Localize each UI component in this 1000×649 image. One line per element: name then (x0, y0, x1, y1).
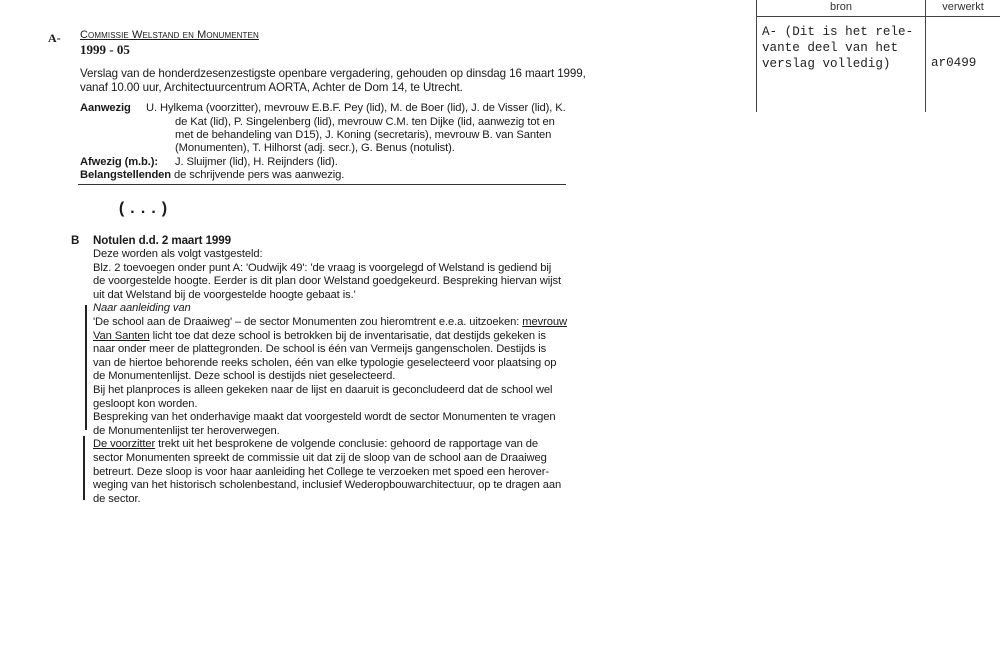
body-line (93, 316, 567, 330)
body-line: gesloopt kon worden. (93, 397, 198, 410)
absent-label: Afwezig (m.b.): (80, 156, 159, 168)
column-header-verwerkt: verwerkt (942, 1, 984, 13)
present-line: U. Hylkema (voorzitter), mevrouw E.B.F. Pey (lid), M. de Boer (lid), J. de Visser (lid), K. (146, 102, 566, 114)
intro-line: Verslag van de honderdzesenzestigste openbare vergadering, gehouden op dinsdag 16 maart 1999, (80, 67, 586, 80)
column-header-bron: bron (829, 1, 853, 13)
minutes-body (93, 248, 567, 506)
body-line: de sector. (93, 492, 141, 505)
interested-row (80, 169, 344, 183)
bron-line: A- (Dit is het rele- (762, 25, 914, 39)
body-span: trekt uit het besprokene de volgende conclusie: gehoord de rapportage van de (155, 438, 539, 451)
body-line: Bespreking van het onderhavige maakt dat voorgesteld wordt de sector Monumenten te vragen (93, 411, 556, 424)
present-label: Aanwezig (80, 102, 131, 114)
bron-cell (762, 24, 913, 72)
body-span: licht toe dat deze school is betrokken bij de inventarisatie, dat destijds gekeken is (149, 329, 546, 342)
bron-line: vante deel van het (762, 41, 899, 55)
present-line: de Kat (lid), P. Singelenberg (lid), mevrouw C.M. ten Dijke (lid, aanwezig tot en (175, 116, 555, 128)
person-reference: mevrouw (522, 315, 567, 328)
body-line: Deze worden als volgt vastgesteld: (93, 248, 263, 260)
body-span: 'De school aan de Draaiweg' – de sector Monumenten zou hieromtrent e.e.a. uitzoeken: (93, 315, 523, 328)
absent-text: J. Sluijmer (lid), H. Reijnders (lid). (175, 156, 338, 168)
present-line: met de behandeling van D15), J. Koning (secretaris), mevrouw B. van Santen (175, 129, 552, 141)
verwerkt-cell: ar0499 (931, 56, 977, 70)
body-line: uit dat Welstand bij de voorgestelde hoogte gebaat is.' (93, 288, 356, 301)
person-reference: Van Santen (93, 329, 150, 342)
body-line: sector Monumenten spreekt de commissie uit dat zij de sloop van de school aan de Draaiweg (93, 451, 547, 464)
interested-text: de schrijvende pers was aanwezig. (174, 169, 345, 181)
header-divider (78, 184, 566, 185)
table-column-divider (925, 0, 926, 112)
margin-mark (85, 305, 87, 430)
table-left-border (756, 0, 757, 112)
body-line: Bij het planproces is alleen gekeken naar de lijst en daaruit is geconcludeerd dat de school wel (93, 383, 553, 396)
body-line: van de hiertoe behorende reeks scholen, één van elke typologie geselecteerd voor plaatsing op (93, 356, 557, 369)
interested-label: Belangstellenden (80, 169, 172, 181)
body-line: Naar aanleiding van (93, 302, 191, 315)
intro-line: vanaf 10.00 uur, Architectuurcentrum AORTA, Achter de Dom 14, te Utrecht. (80, 81, 463, 94)
body-line: weging van het historisch scholenbestand, inclusief Wederopbouwarchitectuur, op te dragen aan (93, 479, 562, 492)
body-line: de Monumentenlijst ter heroverwegen. (93, 424, 280, 437)
section-letter-b: B (71, 234, 80, 247)
body-line: de Monumentenlijst. Deze school is destijds niet geselecteerd. (93, 370, 396, 383)
present-line: (Monumenten), T. Hilhorst (adj. secr.), G. Benus (notulist). (175, 142, 455, 154)
body-line: betreurt. Deze sloop is voor haar aanleiding het College te verzoeken met spoed een herover- (93, 465, 549, 478)
header-rule (756, 16, 1000, 17)
bron-line: verslag volledig) (762, 57, 891, 71)
body-line: de voorgestelde hoogte. Eerder is dit plan door Welstand goedgekeurd. Bespreking hiervan wijst (93, 275, 562, 288)
body-line: Blz. 2 toevoegen onder punt A: 'Oudwijk 49': 'de vraag is voorgelegd of Welstand is gediend bij (93, 261, 552, 274)
meeting-number: 1999 - 05 (80, 42, 130, 57)
body-line (93, 330, 567, 344)
chair-reference: De voorzitter (93, 438, 156, 451)
margin-mark (83, 436, 85, 500)
body-line: naar onder meer de plattegronden. De school is één van Vermeijs gangenscholen. Destijds is (93, 343, 547, 356)
section-marker-a: A- (48, 31, 61, 45)
meeting-intro (80, 67, 586, 95)
section-b-title: Notulen d.d. 2 maart 1999 (93, 234, 231, 247)
omission-marker: (...) (117, 200, 171, 218)
committee-name: Commissie Welstand en Monumenten (80, 29, 259, 41)
body-line (93, 438, 567, 452)
